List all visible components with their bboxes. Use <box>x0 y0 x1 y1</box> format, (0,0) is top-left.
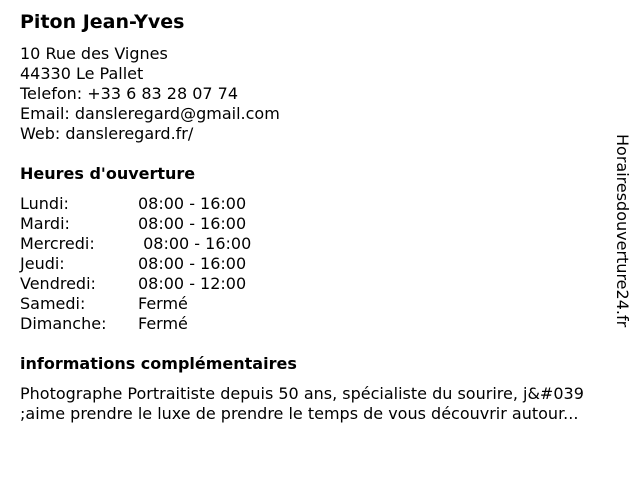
day-hours: 08:00 - 12:00 <box>138 274 247 293</box>
business-name: Piton Jean-Yves <box>20 11 185 33</box>
day-label: Lundi: <box>20 194 69 213</box>
info-line-2: ;aime prendre le luxe de prendre le temps de vous découvrir autour... <box>20 404 579 423</box>
contact-block <box>20 44 280 144</box>
day-hours: 08:00 - 16:00 <box>138 194 247 213</box>
hours-row-tuesday <box>20 214 251 234</box>
email-address: Email: dansleregard@gmail.com <box>20 104 280 123</box>
info-line-1: Photographe Portraitiste depuis 50 ans, spécialiste du sourire, j&#039 <box>20 384 584 403</box>
day-label: Dimanche: <box>20 314 107 333</box>
additional-info-heading: informations complémentaires <box>20 354 297 373</box>
day-hours: 08:00 - 16:00 <box>138 254 247 273</box>
day-hours: 08:00 - 16:00 <box>138 214 247 233</box>
hours-row-sunday <box>20 314 251 334</box>
day-hours: 08:00 - 16:00 <box>138 234 252 253</box>
hours-row-thursday <box>20 254 251 274</box>
site-watermark: Horairesdouverture24.fr <box>613 134 632 328</box>
website: Web: dansleregard.fr/ <box>20 124 194 143</box>
additional-info-text <box>20 384 620 424</box>
opening-hours-heading: Heures d'ouverture <box>20 164 196 183</box>
day-hours: Fermé <box>138 294 188 313</box>
street-address: 10 Rue des Vignes <box>20 44 168 63</box>
hours-row-monday <box>20 194 251 214</box>
city-address: 44330 Le Pallet <box>20 64 144 83</box>
day-label: Mardi: <box>20 214 70 233</box>
day-label: Samedi: <box>20 294 86 313</box>
hours-row-friday <box>20 274 251 294</box>
day-label: Jeudi: <box>20 254 65 273</box>
opening-hours-table <box>20 194 251 334</box>
hours-row-wednesday <box>20 234 251 254</box>
phone-number: Telefon: +33 6 83 28 07 74 <box>20 84 239 103</box>
day-hours: Fermé <box>138 314 188 333</box>
day-label: Vendredi: <box>20 274 96 293</box>
day-label: Mercredi: <box>20 234 95 253</box>
hours-row-saturday <box>20 294 251 314</box>
